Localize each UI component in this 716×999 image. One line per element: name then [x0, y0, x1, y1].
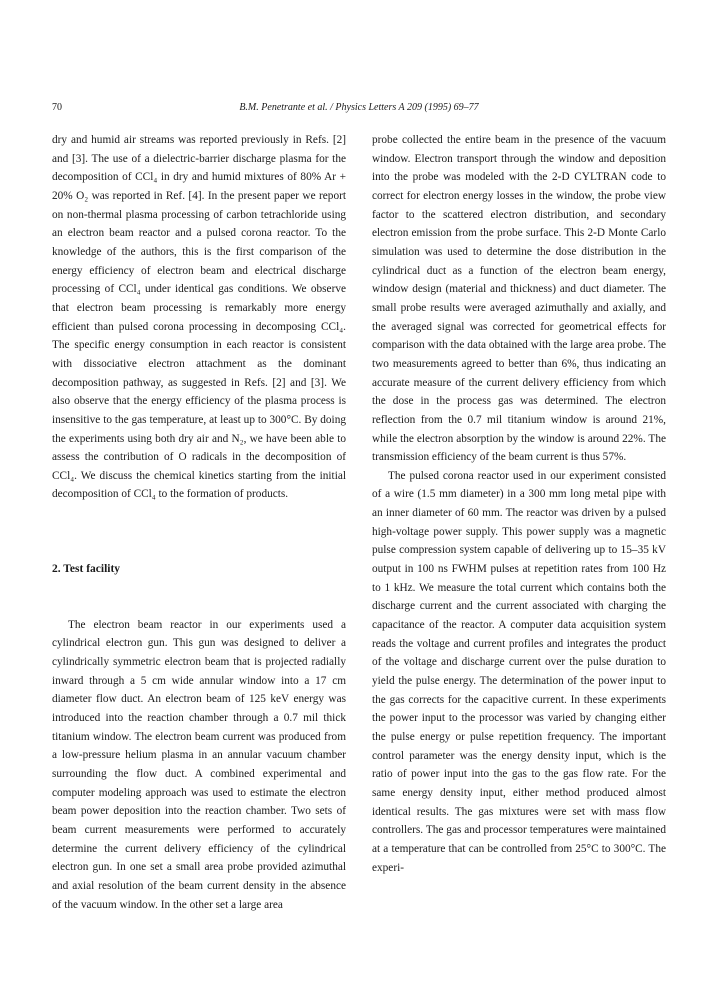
- intro-paragraph: dry and humid air streams was reported previously in Refs. [2] and [3]. The use of a dielectric-barrier discharge plasma for the decomposition of CCl₄ in dry and humid mixtures of 80% Ar + 20% O₂ was reported in Ref. [4]. In the present paper we report on non-thermal plasma processing of carbon tetrachloride using an electron beam reactor and a pulsed corona reactor. To the knowledge of the authors, this is the first comparison of the energy efficiency of electron beam and electrical discharge processing of CCl₄ under identical gas conditions. We observe that electron beam processing is remarkably more energy efficient than pulsed corona processing in decomposing CCl₄. The specific energy consumption in each reactor is consistent with dissociative electron attachment as the dominant decomposition pathway, as suggested in Refs. [2] and [3]. We also observe that the energy efficiency of the plasma process is insensitive to the gas temperature, at least up to 300°C. By doing the experiments using both dry air and N₂, we have been able to assess the contribution of O radicals in the decomposition of CCl₄. We discuss the chemical kinetics starting from the initial decomposition of CCl₄ to the formation of products.: [52, 134, 346, 501]
- left-column: [52, 131, 346, 914]
- test-facility-paragraph: The electron beam reactor in our experiments used a cylindrical electron gun. This gun was designed to deliver a cylindrically symmetric electron beam that is projected radially inward through a 5 cm wide annular window into a 17 cm diameter flow duct. An electron beam of 125 keV energy was introduced into the reaction chamber through a 0.7 mil thick titanium window. The electron beam current was produced from a low-pressure helium plasma in an annular vacuum chamber surrounding the flow duct. A combined experimental and computer modeling approach was used to estimate the electron beam power deposition into the reaction chamber. Two sets of beam current measurements were performed to accurately determine the current delivery efficiency of the cylindrical electron gun. In one set a small area probe provided azimuthal and axial resolution of the beam current density in the absence of the vacuum window. In the other set a large area: [52, 618, 346, 911]
- beam-measurement-paragraph: probe collected the entire beam in the presence of the vacuum window. Electron transport through the window and deposition into the probe was modeled with the 2-D CYLTRAN code to correct for electron energy losses in the window, the probe view factor to the scattered electron distribution, and secondary electron emission from the probe surface. This 2-D Monte Carlo simulation was used to determine the dose distribution in the cylindrical duct as a function of the electron beam energy, window design (material and thickness) and duct diameter. The small probe results were averaged azimuthally and axially, and the averaged signal was corrected for geometrical effects for comparison with the data obtained with the large area probe. The two measurements agreed to better than 6%, thus indicating an accurate measure of the current delivery efficiency from which the dose in the process gas was determined. The electron reflection from the 0.7 mil titanium window is around 21%, while the electron absorption by the window is around 22%. The transmission efficiency of the beam current is thus 57%.: [372, 134, 666, 464]
- right-column: [372, 131, 666, 877]
- page-number: 70: [52, 102, 62, 113]
- section-heading: 2. Test facility: [52, 563, 121, 576]
- pulsed-corona-paragraph: The pulsed corona reactor used in our experiment consisted of a wire (1.5 mm diameter) in a 300 mm long metal pipe with an inner diameter of 60 mm. The reactor was driven by a pulsed high-voltage power supply. This power supply was a magnetic pulse compression system capable of delivering up to 15–35 kV output in 100 ns FWHM pulses at repetition rates from 100 Hz to 1 kHz. We measure the total current which contains both the discharge current and the current associated with charging the capacitance of the reactor. A computer data acquisition system reads the voltage and current profiles and integrates the product of the voltage and discharge current over the pulse duration to yield the pulse energy. The determination of the power input to the gas corrects for the capacitive current. In these experiments the power input to the processor was varied by changing either the pulse energy or pulse repetition frequency. The important control parameter was the energy density input, which is the ratio of power input into the gas to the gas flow rate. For the same energy density input, either method produced almost identical results. The gas mixtures were set with mass flow controllers. The gas and processor temperatures were maintained at a temperature that can be controlled from 25°C to 300°C. The experi-: [372, 469, 666, 874]
- page-header: [52, 101, 666, 115]
- running-head: B.M. Penetrante et al. / Physics Letters A 209 (1995) 69–77: [239, 102, 479, 113]
